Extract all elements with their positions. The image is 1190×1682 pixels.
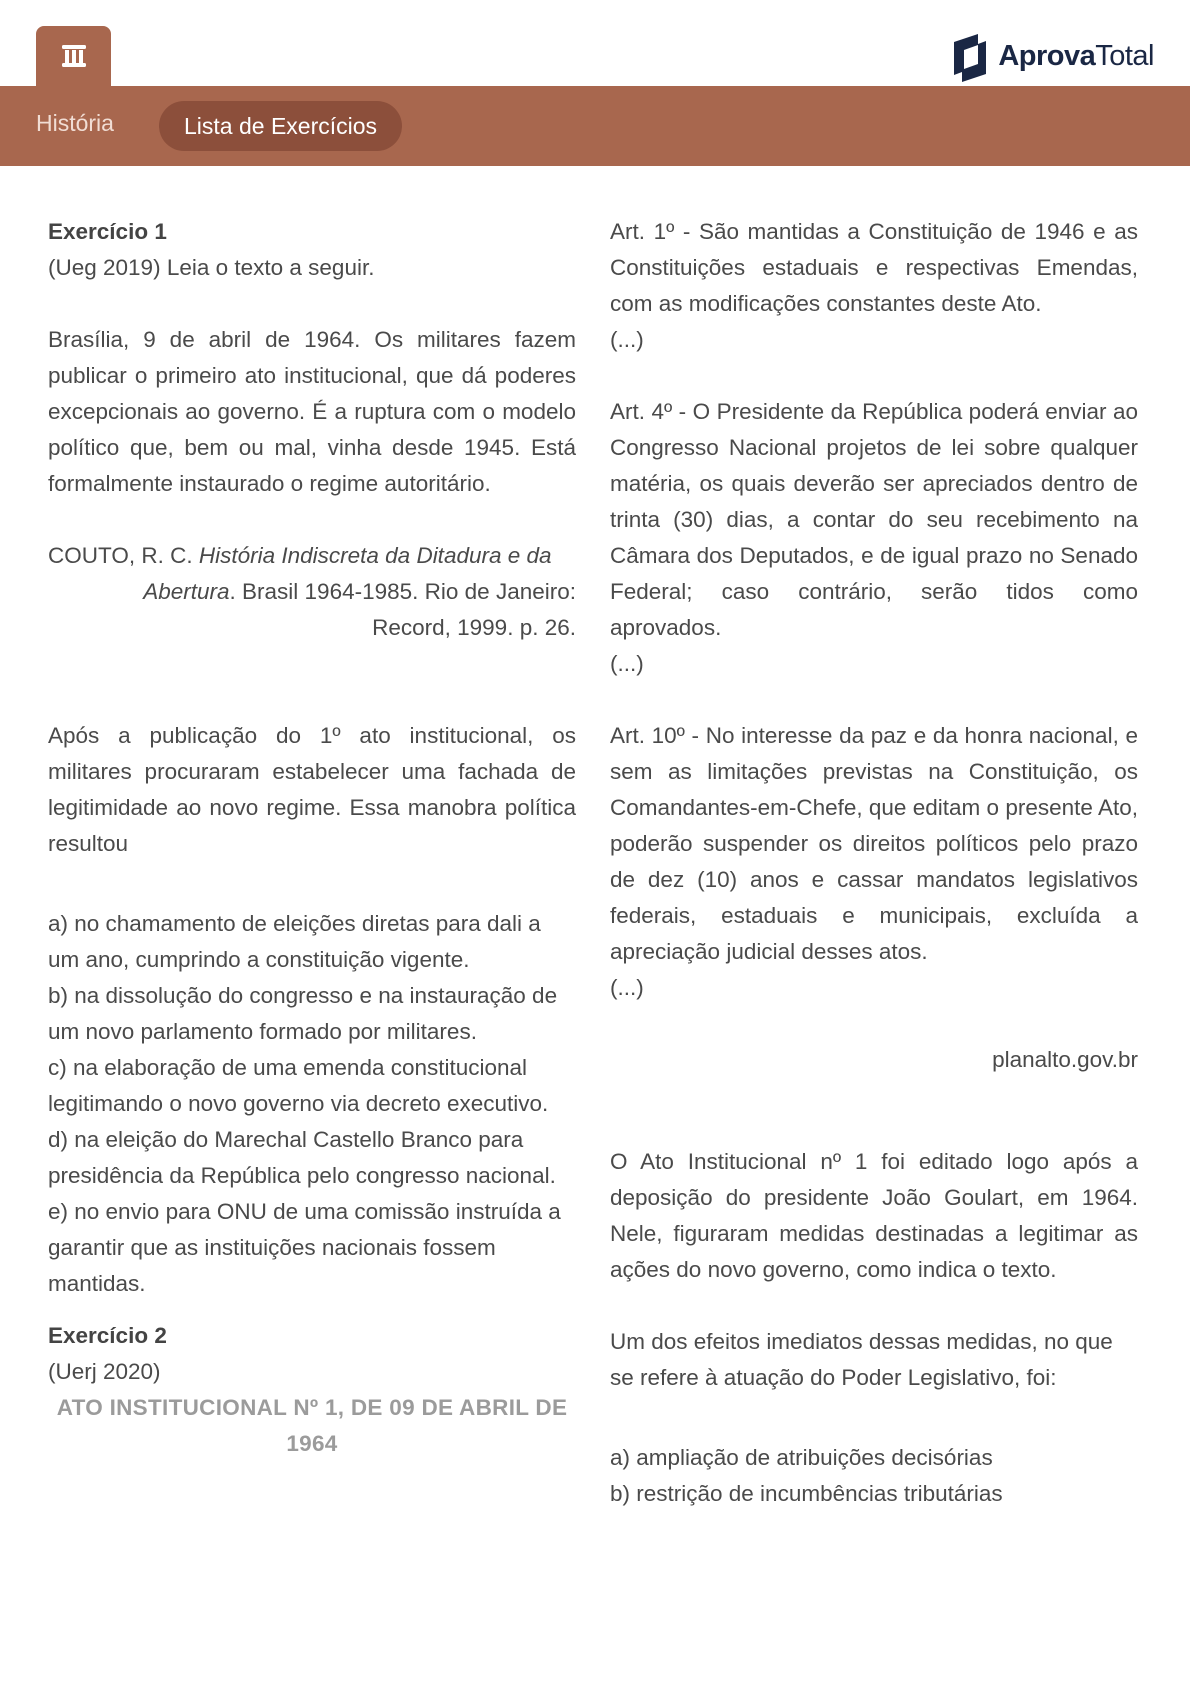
exercise-1-option-a[interactable]: a) no chamamento de eleições diretas para dali a um ano, cumprindo a constituição vigente.	[48, 911, 541, 972]
exercise-1-text: Brasília, 9 de abril de 1964. Os militares fazem publicar o primeiro ato institucional, que dá poderes excepcionais ao governo. É a ruptura com o modelo político que, bem ou mal, vinha desde 1945. Está formalmente instaurado o regime autoritário.	[48, 327, 576, 496]
exercise-1-citation-line-3: Record, 1999. p. 26.	[372, 615, 576, 640]
exercise-2-option-a[interactable]: a) ampliação de atribuições decisórias	[610, 1445, 993, 1470]
book-flag-logo-icon	[952, 30, 988, 82]
context-text: O Ato Institucional nº 1 foi editado logo após a deposição do presidente João Goulart, em 1964. Nele, figuraram medidas destinadas a legitimar as ações do novo governo, como indica o texto.	[610, 1149, 1138, 1282]
column-pillar-icon	[61, 44, 87, 68]
exercise-1-option-b[interactable]: b) na dissolução do congresso e na instauração de um novo parlamento formado por militares.	[48, 983, 558, 1044]
exercise-1-citation: COUTO, R. C. História Indiscreta da Ditadura e da	[48, 543, 552, 568]
exercise-2-source: (Uerj 2020)	[48, 1359, 161, 1384]
subject-tab[interactable]	[36, 26, 111, 86]
exercise-2-title: Exercício 2	[48, 1323, 167, 1348]
ellipsis-2: (...)	[610, 651, 644, 676]
exercise-1-source: (Ueg 2019) Leia o texto a seguir.	[48, 255, 375, 280]
exercise-2-question: Um dos efeitos imediatos dessas medidas, no que se refere à atuação do Poder Legislativo, foi:	[610, 1329, 1113, 1390]
right-column	[610, 214, 1138, 1512]
source-link[interactable]: planalto.gov.br	[992, 1047, 1138, 1072]
exercise-1-question: Após a publicação do 1º ato institucional, os militares procuraram estabelecer uma fachada de legitimidade ao novo regime. Essa manobra política resultou	[48, 723, 576, 856]
article-10: Art. 10º - No interesse da paz e da honra nacional, e sem as limitações previstas na Constituição, os Comandantes-em-Chefe, que editam o presente Ato, poderão suspender os direitos políticos pelo prazo de dez (10) anos e cassar mandatos legislativos federais, estaduais e municipais, excluída a apreciação judicial desses atos.	[610, 723, 1138, 964]
exercise-1-option-d[interactable]: d) na eleição do Marechal Castello Branco para presidência da República pelo congresso nacional.	[48, 1127, 556, 1188]
breadcrumb-section[interactable]: Lista de Exercícios	[159, 101, 402, 151]
exercise-1-title: Exercício 1	[48, 219, 167, 244]
exercise-1-citation-line-2: Abertura. Brasil 1964-1985. Rio de Janeiro:	[143, 579, 576, 604]
exercise-2-option-b[interactable]: b) restrição de incumbências tributárias	[610, 1481, 1003, 1506]
left-column	[48, 214, 576, 1462]
brand-logo[interactable]	[952, 28, 1154, 84]
breadcrumb-subject[interactable]: História	[36, 110, 114, 136]
exercise-2-act-heading: ATO INSTITUCIONAL Nº 1, DE 09 DE ABRIL DE 1964	[56, 1395, 568, 1456]
header-banner	[0, 86, 1190, 166]
article-1: Art. 1º - São mantidas a Constituição de 1946 e as Constituições estaduais e respectivas Emendas, com as modificações constantes deste Ato.	[610, 219, 1138, 316]
ellipsis-3: (...)	[610, 975, 644, 1000]
exercise-1-option-e[interactable]: e) no envio para ONU de uma comissão instruída a garantir que as instituições nacionais fossem mantidas.	[48, 1199, 561, 1296]
article-4: Art. 4º - O Presidente da República poderá enviar ao Congresso Nacional projetos de lei sobre qualquer matéria, os quais deverão ser apreciados dentro de trinta (30) dias, a contar do seu recebimento na Câmara dos Deputados, e de igual prazo no Senado Federal; caso contrário, serão tidos como aprovados.	[610, 399, 1138, 640]
brand-name: AprovaTotal	[998, 39, 1154, 72]
exercise-1-option-c[interactable]: c) na elaboração de uma emenda constitucional legitimando o novo governo via decreto executivo.	[48, 1055, 549, 1116]
ellipsis-1: (...)	[610, 327, 644, 352]
